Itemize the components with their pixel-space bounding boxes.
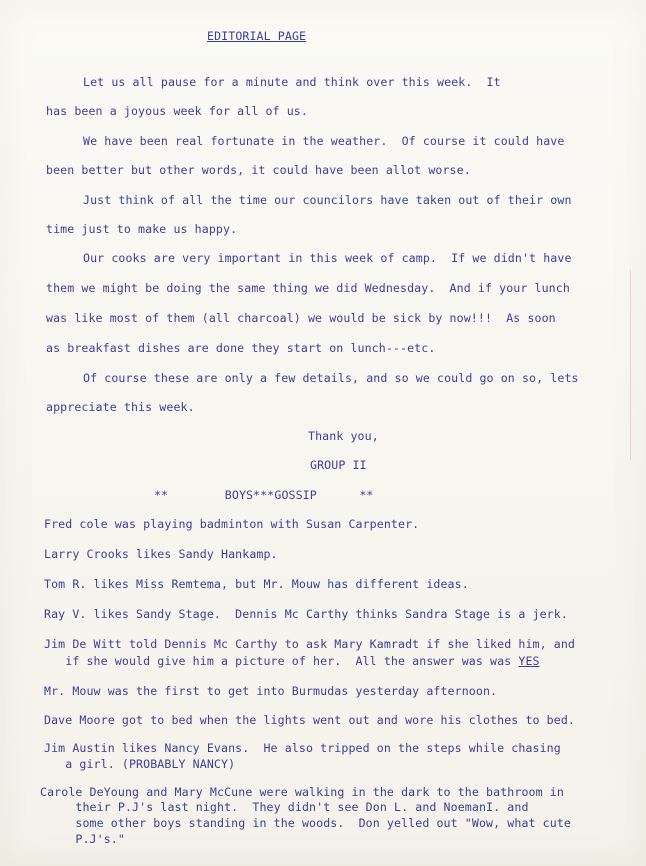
gossip-item-continuation (44, 654, 540, 668)
editorial-line: has been a joyous week for all of us. (46, 104, 308, 118)
editorial-line: Of course these are only a few details, and so we could go on so, lets (83, 371, 579, 385)
gossip-header: ** BOYS***GOSSIP ** (154, 488, 374, 502)
gossip-item: Dave Moore got to bed when the lights went out and wore his clothes to bed. (44, 713, 576, 727)
editorial-line: Just think of all the time our councilors have taken out of their own (83, 193, 572, 207)
gossip-item-continuation: a girl. (PROBABLY NANCY) (44, 757, 236, 771)
gossip-item-continuation: P.J's." (40, 832, 125, 846)
signoff-thanks: Thank you, (308, 429, 379, 443)
gossip-item: Ray V. likes Sandy Stage. Dennis Mc Carthy thinks Sandra Stage is a jerk. (44, 607, 568, 621)
editorial-line: Let us all pause for a minute and think over this week. It (83, 75, 501, 89)
gossip-item-continuation: their P.J's last night. They didn't see Don L. and NoemanI. and (40, 800, 529, 814)
gossip-item: Jim Austin likes Nancy Evans. He also tripped on the steps while chasing (44, 741, 561, 755)
paper-fold (630, 270, 646, 460)
editorial-line: them we might be doing the same thing we did Wednesday. And if your lunch (46, 281, 570, 295)
editorial-line: appreciate this week. (46, 400, 195, 414)
editorial-line: as breakfast dishes are done they start on lunch---etc. (46, 341, 436, 355)
gossip-item-continuation: some other boys standing in the woods. Don yelled out "Wow, what cute (40, 816, 572, 830)
gossip-item: Larry Crooks likes Sandy Hankamp. (44, 547, 278, 561)
yes-answer: YES (518, 654, 540, 668)
gossip-item: Jim De Witt told Dennis Mc Carthy to ask Mary Kamradt if she liked him, and (44, 637, 576, 651)
gossip-item: Tom R. likes Miss Remtema, but Mr. Mouw has different ideas. (44, 577, 469, 591)
editorial-line: was like most of them (all charcoal) we would be sick by now!!! As soon (46, 311, 556, 325)
gossip-item: Mr. Mouw was the first to get into Burmudas yesterday afternoon. (44, 684, 498, 698)
page-title: EDITORIAL PAGE (207, 29, 307, 43)
signoff-group: GROUP II (310, 458, 367, 472)
editorial-line: time just to make us happy. (46, 222, 238, 236)
gossip-text: if she would give him a picture of her. All the answer was was (44, 654, 519, 668)
editorial-line: We have been real fortunate in the weather. Of course it could have (83, 134, 565, 148)
gossip-item: Carole DeYoung and Mary McCune were walking in the dark to the bathroom in (40, 785, 564, 799)
gossip-item: Fred cole was playing badminton with Susan Carpenter. (44, 517, 420, 531)
editorial-line: been better but other words, it could have been allot worse. (46, 163, 471, 177)
editorial-line: Our cooks are very important in this week of camp. If we didn't have (83, 251, 572, 265)
